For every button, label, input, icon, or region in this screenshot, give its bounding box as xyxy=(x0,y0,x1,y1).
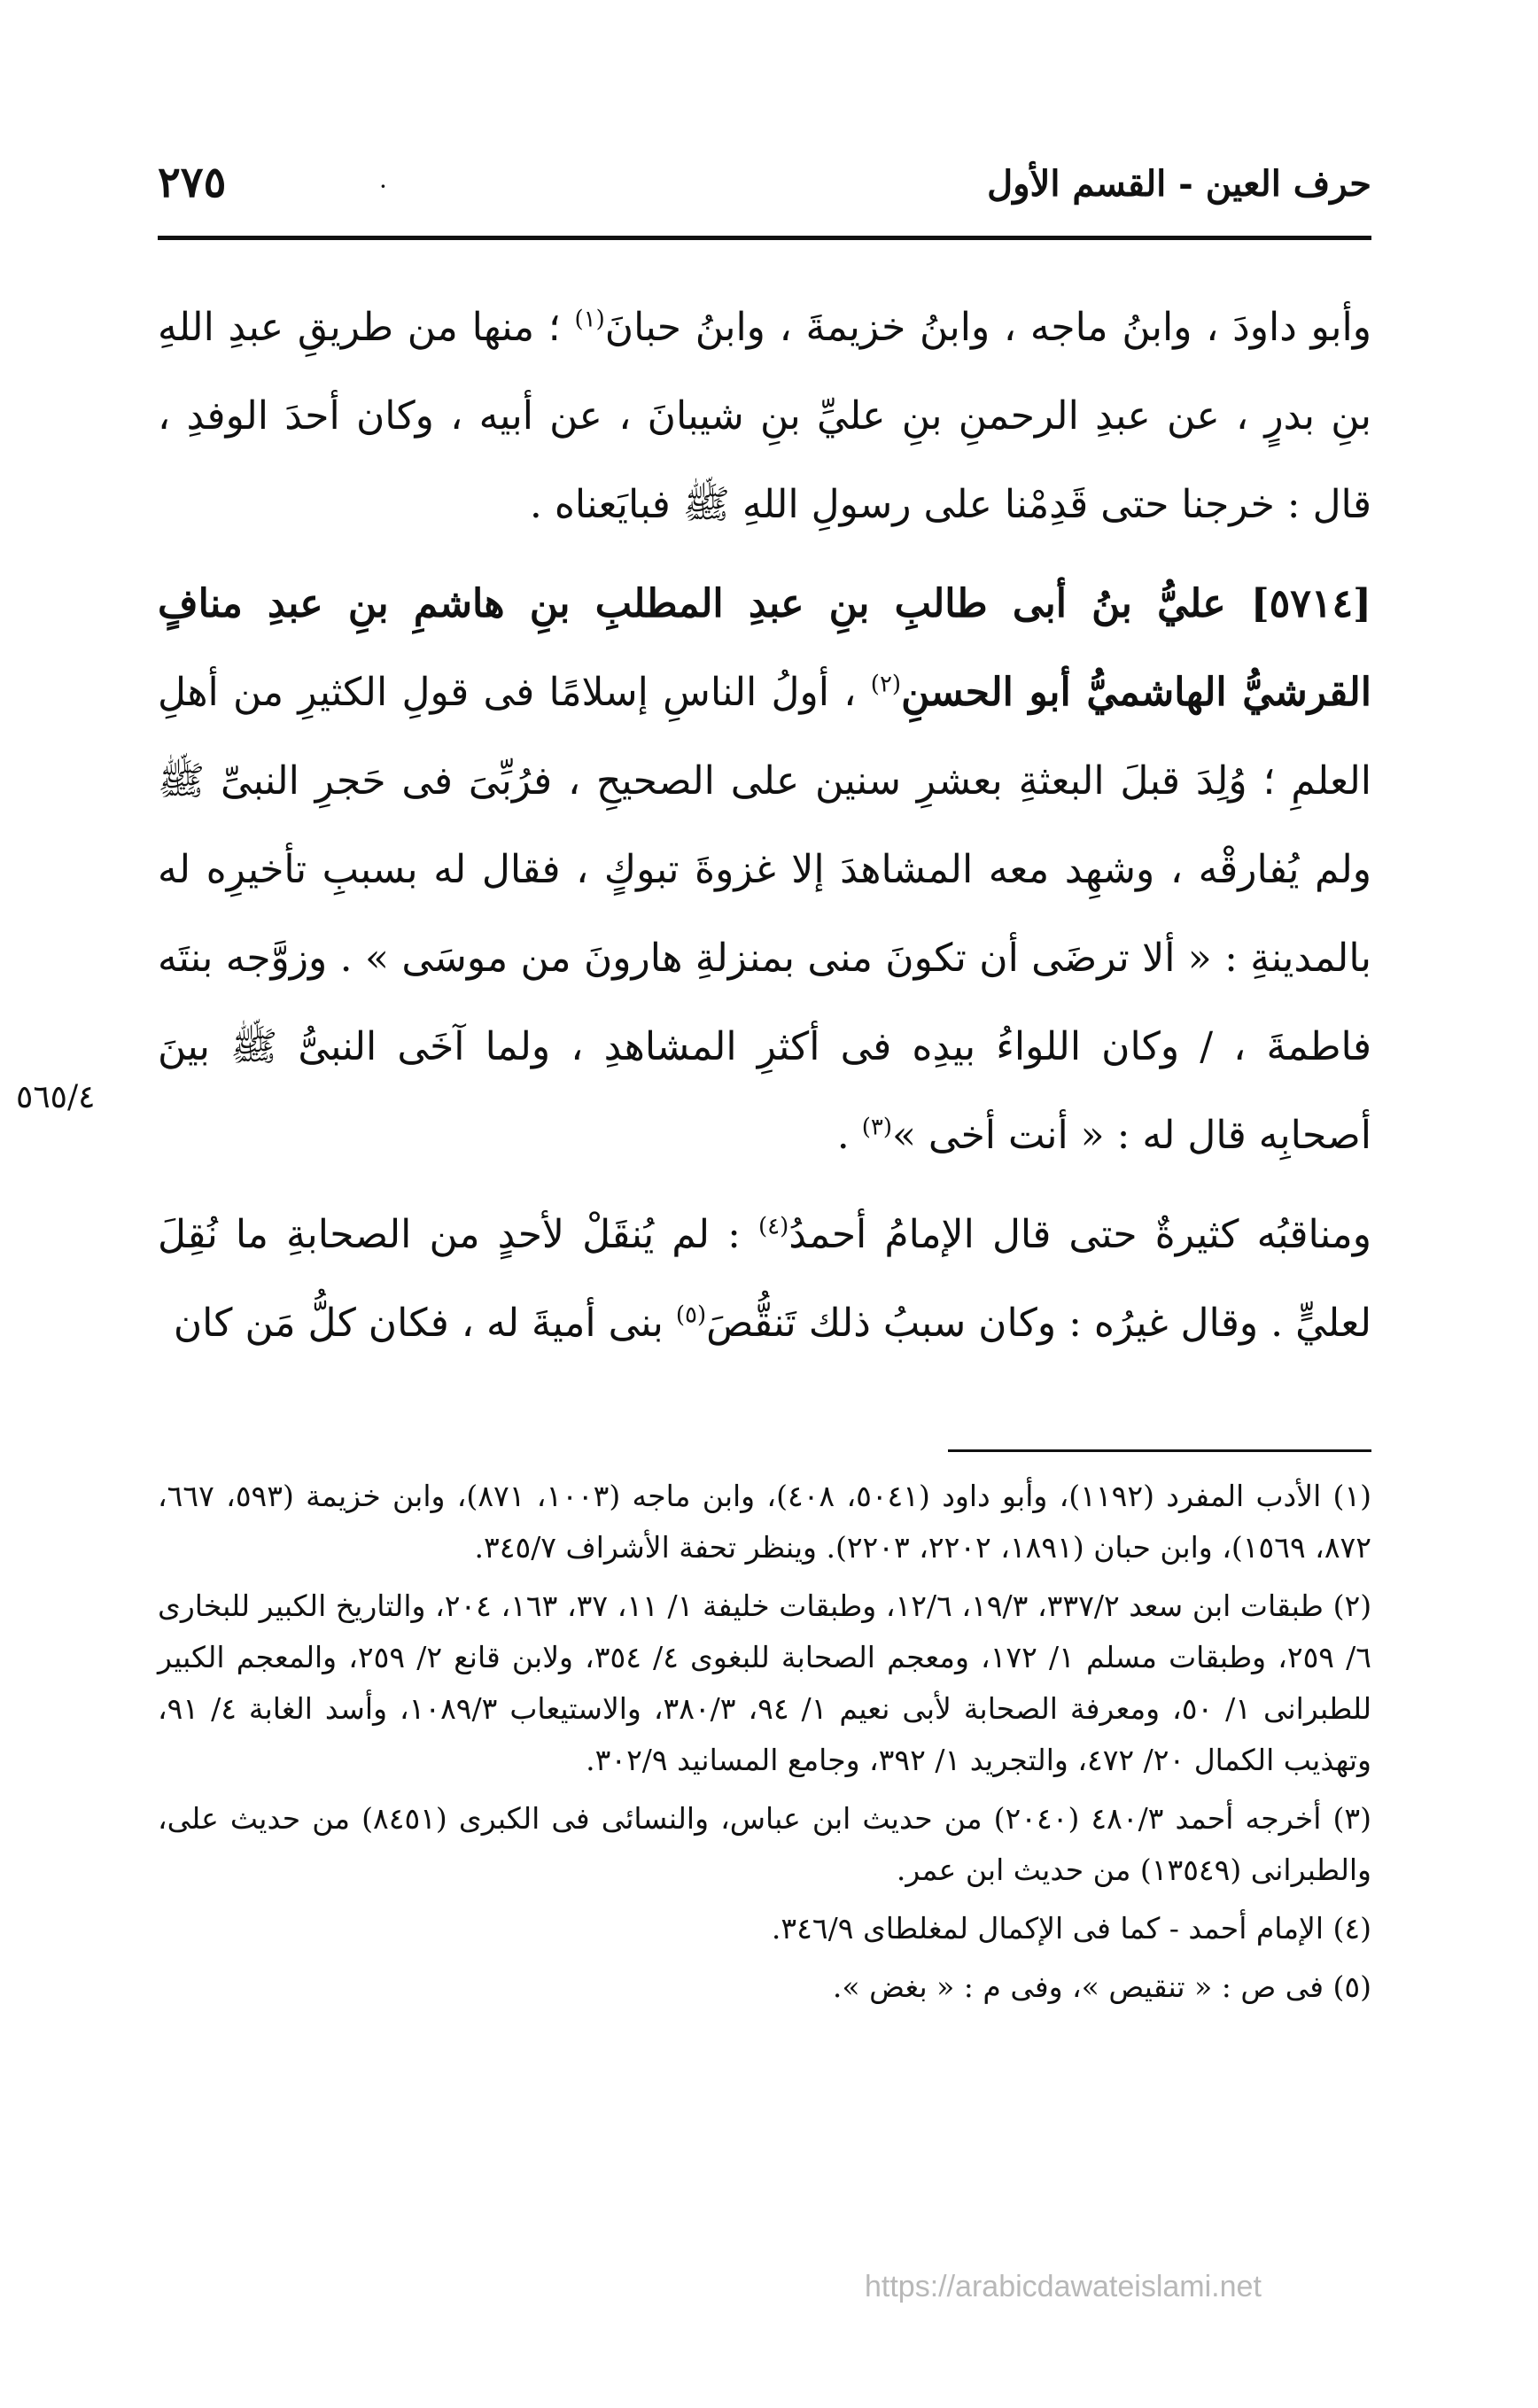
paragraph-2-end: . xyxy=(836,1113,850,1158)
footnote-4: (٤) الإمام أحمد - كما فى الإكمال لمغلطاى ٣٤٦/٩. xyxy=(771,1911,1371,1946)
margin-page-reference: ٥٦٥/٤ xyxy=(16,1079,96,1115)
footnote-ref-2: (٢) xyxy=(870,671,902,698)
page-header xyxy=(158,151,1371,221)
footnotes xyxy=(158,1471,1371,2020)
footnote-ref-3: (٣) xyxy=(861,1114,893,1141)
main-text xyxy=(158,284,1371,1368)
paragraph-3 xyxy=(158,1191,1371,1368)
header-dot: · xyxy=(379,172,387,201)
paragraph-2-text: ، أولُ الناسِ إسلامًا فى قولِ الكثيرِ من أهلِ العلمِ ؛ وُلِدَ قبلَ البعثةِ بعشرِ سنين على الصحيحِ ، فرُبِّىَ فى حَجرِ النبىِّ ﷺ ولم يُفارقْه ، وشهِد معه المشاهدَ إلا غزوةَ تبوكٍ ، فقال له بسببِ تأخيرِه له بالمدينةِ : « ألا ترضَى أن تكونَ منى بمنزلةِ هارونَ من موسَى » . وزوَّجه بنتَه فاطمةَ ، / وكان اللواءُ بيدِه فى أكثرِ المشاهدِ ، ولما آخَى النبىُّ ﷺ بينَ أصحابِه قال له : « أنت أخى » xyxy=(158,670,1371,1158)
page-number: ٢٧٥ xyxy=(158,158,227,207)
running-title: حرف العين - القسم الأول xyxy=(987,163,1371,205)
paragraph-3-text-a: ومناقبُه كثيرةٌ حتى قال الإمامُ أحمدُ xyxy=(788,1212,1371,1257)
footnote-1: (١) الأدب المفرد (١١٩٢)، وأبو داود (٥٠٤١، ٤٠٨)، وابن ماجه (١٠٠٣، ٨٧١)، وابن خزيمة (٥٩٣، ٦٦٧، ٨٧٢، ١٥٦٩)، وابن حبان (١٨٩١، ٢٢٠٢، ٢٢٠٣). وينظر تحفة الأشراف ٣٤٥/٧. xyxy=(158,1479,1372,1565)
footnote-3: (٣) أخرجه أحمد ٤٨٠/٣ (٢٠٤٠) من حديث ابن عباس، والنسائى فى الكبرى (٨٤٥١) من حديث على، والطبرانى (١٣٥٤٩) من حديث ابن عمر. xyxy=(158,1801,1371,1887)
biography-heading: [٥٧١٤] عليُّ بنُ أبى طالبِ بنِ عبدِ المطلبِ بنِ هاشمِ بنِ عبدِ منافٍ القرشيُّ الهاشميُّ أبو الحسنِ xyxy=(158,581,1371,715)
footnote-2: (٢) طبقات ابن سعد ٣٣٧/٢، ١٩/٣، ١٢/٦، وطبقات خليفة ١/ ١١، ٣٧، ١٦٣، ٢٠٤، والتاريخ الكبير للبخارى ٦/ ٢٥٩، وطبقات مسلم ١/ ١٧٢، ومعجم الصحابة للبغوى ٤/ ٣٥٤، ولابن قانع ٢/ ٢٥٩، والمعجم الكبير للطبرانى ١/ ٥٠، ومعرفة الصحابة لأبى نعيم ١/ ٩٤، ٣٨٠/٣، والاستيعاب ١٠٨٩/٣، وأسد الغابة ٤/ ٩١، وتهذيب الكمال ٢٠/ ٤٧٢، والتجريد ١/ ٣٩٢، وجامع المسانيد ٣٠٢/٩. xyxy=(158,1589,1372,1777)
footnote-ref-1: (١) xyxy=(574,306,605,333)
paragraph-2 xyxy=(158,560,1371,1180)
header-rule xyxy=(158,236,1371,240)
paragraph-1-text-a: وأبو داودَ ، وابنُ ماجه ، وابنُ خزيمةَ ، وابنُ حبانَ xyxy=(604,305,1371,350)
footnote-rule xyxy=(948,1449,1371,1452)
footnote-ref-4: (٤) xyxy=(758,1213,789,1240)
paragraph-3-text-b: : لم يُنقَلْ لأحدٍ من الصحابةِ ما نُقِلَ لعليٍّ . وقال غيرُه : وكان سببُ ذلك تَنقُّصَ xyxy=(158,1212,1371,1346)
paragraph-1 xyxy=(158,284,1371,549)
paragraph-1-text-b: ؛ منها من طريقِ عبدِ اللهِ بنِ بدرٍ ، عن عبدِ الرحمنِ بنِ عليِّ بنِ شيبانَ ، عن أبيه ، وكان أحدَ الوفدِ ، قال : خرجنا حتى قَدِمْنا على رسولِ اللهِ ﷺ فبايَعناه . xyxy=(158,305,1371,527)
paragraph-3-text-c: بنى أميةَ له ، فكان كلُّ مَن كان xyxy=(173,1301,664,1346)
footnote-ref-5: (٥) xyxy=(675,1301,707,1329)
footnote-5: (٥) فى ص : « تنقيص »، وفى م : « بغض ». xyxy=(832,1969,1371,2004)
watermark-url: https://arabicdawateislami.net xyxy=(865,2270,1262,2303)
